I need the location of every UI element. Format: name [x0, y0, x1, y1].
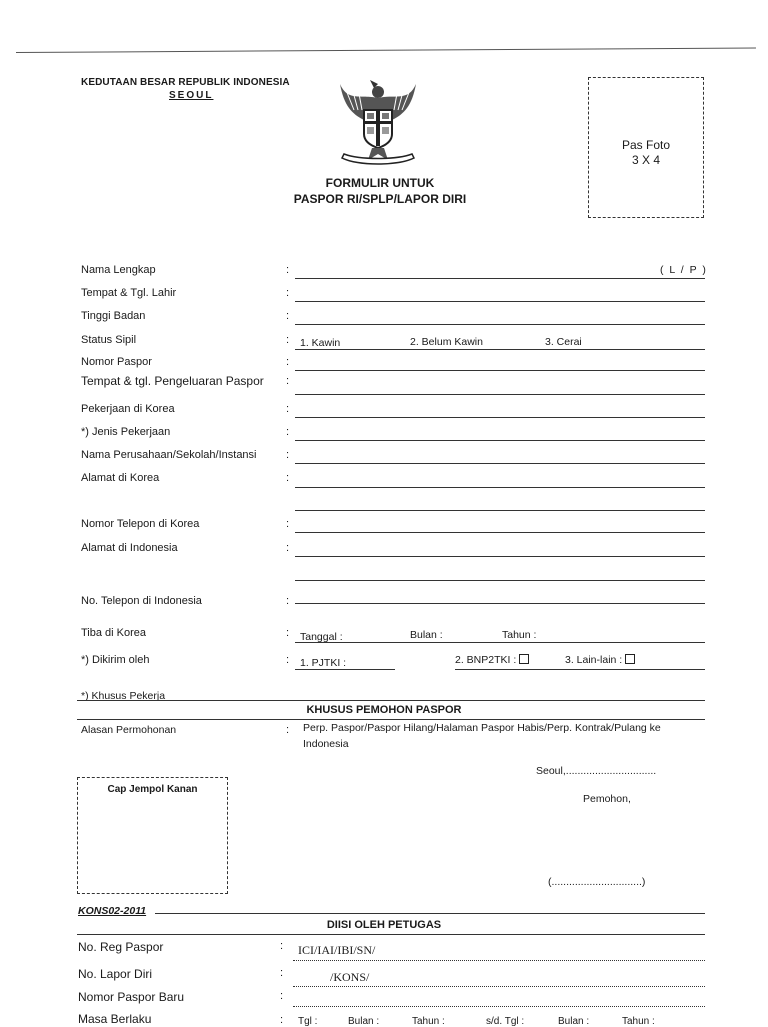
section-rule — [77, 719, 705, 720]
photo-size: 3 X 4 — [631, 153, 661, 167]
masa-tahun: Tahun : — [412, 1016, 445, 1027]
field-alamat-korea[interactable] — [295, 487, 705, 488]
field-nama-perusahaan[interactable] — [295, 463, 705, 464]
field-reg-paspor[interactable] — [293, 960, 705, 961]
tahun-label: Tahun : — [502, 629, 537, 641]
section-rule — [77, 700, 705, 701]
colon: : — [286, 287, 290, 299]
colon: : — [280, 967, 284, 979]
tanggal-label: Tanggal : — [300, 631, 343, 643]
gender-option: ( L / P ) — [660, 264, 708, 276]
passport-section-title: KHUSUS PEMOHON PASPOR — [306, 704, 462, 716]
colon: : — [286, 472, 290, 484]
colon: : — [286, 375, 290, 387]
label-tiba-korea: Tiba di Korea — [81, 627, 147, 639]
thumbprint-label: Cap Jempol Kanan — [107, 784, 198, 795]
alasan-options-1[interactable]: Perp. Paspor/Paspor Hilang/Halaman Paspor Habis/Perp. Kontrak/Pulang ke — [303, 722, 661, 734]
label-masa-berlaku: Masa Berlaku — [78, 1012, 152, 1026]
colon: : — [280, 1014, 284, 1026]
form-title-line-1: FORMULIR UNTUK — [325, 176, 435, 190]
label-pengeluaran-paspor: Tempat & tgl. Pengeluaran Paspor — [81, 374, 264, 388]
masa-bulan-2: Bulan : — [558, 1016, 590, 1027]
pemohon-label: Pemohon, — [583, 793, 631, 805]
thumbprint-box[interactable] — [77, 777, 228, 894]
form-title-line-2: PASPOR RI/SPLP/LAPOR DIRI — [293, 192, 467, 206]
masa-sd-tgl: s/d. Tgl : — [486, 1016, 525, 1027]
field-lapor-diri[interactable] — [293, 986, 705, 987]
masa-tgl: Tgl : — [298, 1016, 318, 1027]
field-telepon-indonesia[interactable] — [295, 603, 705, 604]
label-tinggi-badan: Tinggi Badan — [81, 310, 146, 322]
label-tempat-lahir: Tempat & Tgl. Lahir — [81, 287, 177, 299]
photo-label: Pas Foto — [621, 138, 671, 152]
field-alamat-indonesia-2[interactable] — [295, 580, 705, 581]
masa-tahun-2: Tahun : — [622, 1016, 655, 1027]
option-bnp2tki-label: 2. BNP2TKI : — [455, 654, 517, 666]
colon: : — [280, 940, 284, 952]
option-bnp2tki[interactable] — [455, 654, 529, 666]
field-alamat-korea-2[interactable] — [295, 510, 705, 511]
signature-field[interactable]: (...............................) — [548, 876, 646, 888]
option-pjtki[interactable]: 1. PJTKI : — [300, 657, 347, 669]
dikirim-line — [455, 669, 705, 670]
officer-section-title: DIISI OLEH PETUGAS — [326, 919, 442, 931]
colon: : — [286, 310, 290, 322]
field-jenis-pekerjaan[interactable] — [295, 440, 705, 441]
label-lapor-diri: No. Lapor Diri — [78, 967, 153, 981]
field-tiba-korea[interactable] — [295, 642, 705, 643]
label-telepon-korea: Nomor Telepon di Korea — [81, 518, 200, 530]
garuda-emblem-icon — [334, 76, 422, 168]
masa-bulan: Bulan : — [348, 1016, 380, 1027]
field-nomor-paspor-baru[interactable] — [293, 1006, 705, 1007]
reg-paspor-value[interactable]: ICI/IAI/IBI/SN/ — [298, 943, 376, 957]
option-kawin[interactable]: 1. Kawin — [300, 337, 341, 349]
bulan-label: Bulan : — [410, 629, 443, 641]
field-pekerjaan[interactable] — [295, 417, 705, 418]
checkbox-icon[interactable] — [625, 654, 635, 664]
field-alamat-indonesia[interactable] — [295, 556, 705, 557]
colon: : — [286, 449, 290, 461]
colon: : — [286, 724, 290, 736]
photo-box — [588, 77, 704, 218]
alasan-options-2[interactable]: Indonesia — [303, 738, 349, 750]
field-tempat-lahir[interactable] — [295, 301, 705, 302]
colon: : — [286, 627, 290, 639]
option-belum-kawin[interactable]: 2. Belum Kawin — [410, 336, 483, 348]
embassy-city: SEOUL — [169, 90, 214, 101]
colon: : — [286, 356, 290, 368]
option-cerai[interactable]: 3. Cerai — [545, 336, 582, 348]
colon: : — [286, 595, 290, 607]
section-rule — [155, 913, 705, 914]
label-nomor-paspor-baru: Nomor Paspor Baru — [78, 990, 185, 1004]
option-lain-lain[interactable] — [565, 654, 635, 666]
option-lain-lain-label: 3. Lain-lain : — [565, 654, 623, 666]
colon: : — [280, 990, 284, 1002]
colon: : — [286, 334, 290, 346]
pjtki-line — [295, 669, 395, 670]
label-nama-lengkap: Nama Lengkap — [81, 264, 156, 276]
top-rule — [16, 47, 756, 53]
checkbox-icon[interactable] — [519, 654, 529, 664]
field-tinggi-badan[interactable] — [295, 324, 705, 325]
label-alamat-korea: Alamat di Korea — [81, 472, 160, 484]
seoul-date-field[interactable]: Seoul,............................... — [536, 765, 657, 777]
status-line — [295, 349, 705, 350]
label-status-sipil: Status Sipil — [81, 334, 137, 346]
field-nama-lengkap[interactable] — [295, 278, 705, 279]
field-pengeluaran-paspor[interactable] — [295, 394, 705, 395]
field-nomor-paspor[interactable] — [295, 370, 705, 371]
colon: : — [286, 264, 290, 276]
colon: : — [286, 403, 290, 415]
colon: : — [286, 654, 290, 666]
label-alasan-permohonan: Alasan Permohonan — [81, 724, 177, 736]
label-alamat-indonesia: Alamat di Indonesia — [81, 542, 178, 554]
form-code: KONS02-2011 — [78, 905, 147, 917]
label-khusus-pekerja: *) Khusus Pekerja — [81, 690, 166, 702]
label-nama-perusahaan: Nama Perusahaan/Sekolah/Instansi — [81, 449, 257, 461]
field-telepon-korea[interactable] — [295, 532, 705, 533]
colon: : — [286, 426, 290, 438]
form-title — [260, 175, 500, 207]
lapor-diri-value[interactable]: /KONS/ — [330, 970, 370, 984]
colon: : — [286, 518, 290, 530]
label-telepon-indonesia: No. Telepon di Indonesia — [81, 595, 202, 607]
section-rule — [77, 934, 705, 935]
colon: : — [286, 542, 290, 554]
label-nomor-paspor: Nomor Paspor — [81, 356, 152, 368]
label-reg-paspor: No. Reg Paspor — [78, 940, 164, 954]
embassy-name: KEDUTAAN BESAR REPUBLIK INDONESIA — [81, 77, 290, 88]
label-pekerjaan: Pekerjaan di Korea — [81, 403, 175, 415]
label-dikirim-oleh: *) Dikirim oleh — [81, 654, 150, 666]
label-jenis-pekerjaan: *) Jenis Pekerjaan — [81, 426, 171, 438]
